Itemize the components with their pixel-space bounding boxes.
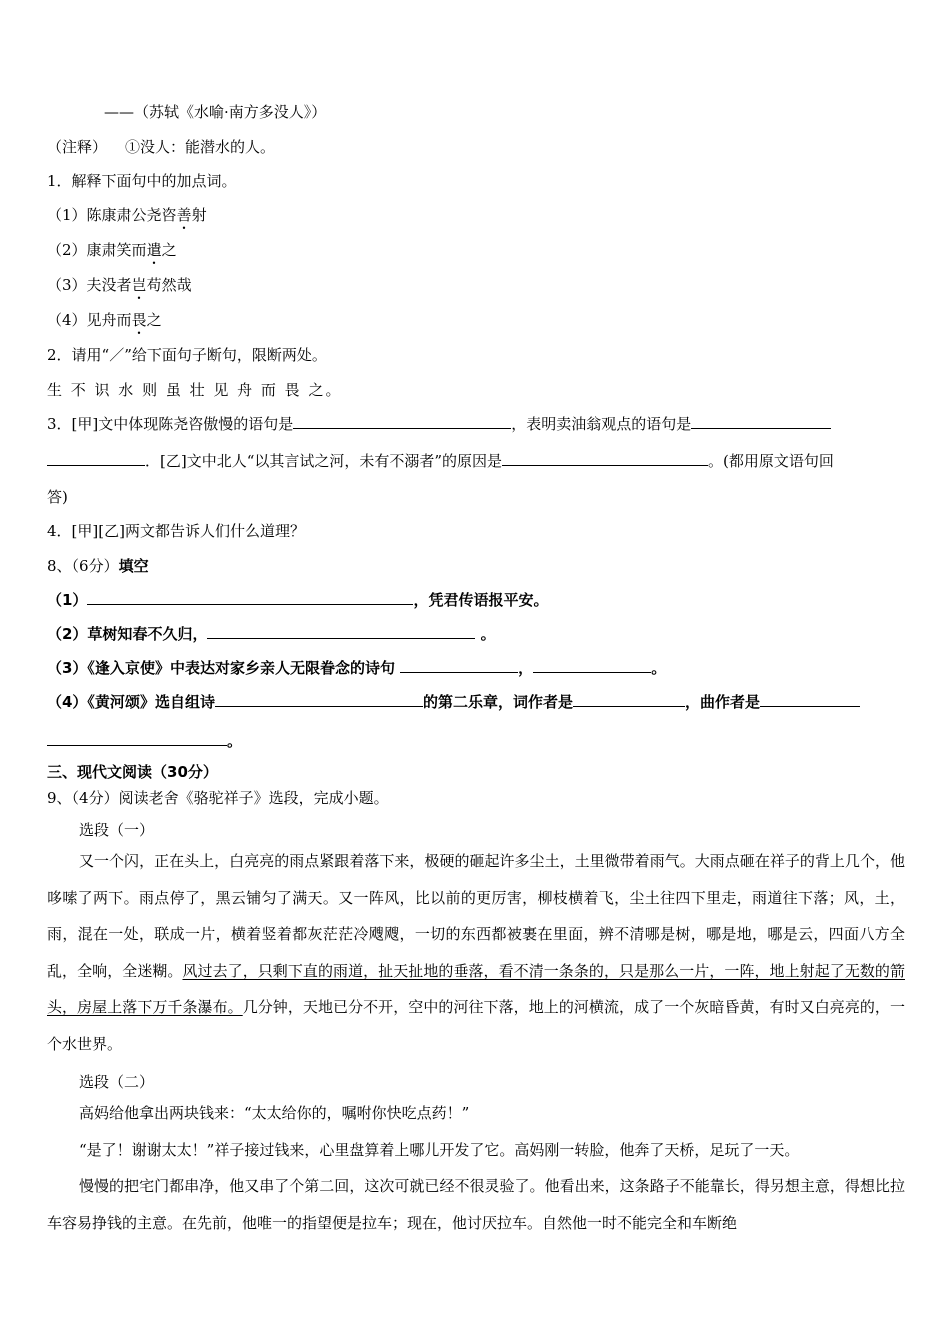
answer-blank[interactable]: [293, 414, 511, 429]
question-1-item-1: （1）陈康肃公尧咨善射: [47, 206, 207, 224]
question-1-item-4: （4）见舟而畏之: [47, 311, 162, 329]
segment-2-paragraph-1: 高妈给他拿出两块钱来：“太太给你的，嘱咐你快吃点药！”: [79, 1104, 470, 1122]
question-8-item-4: （4）《黄河颂》选自组诗 的第二乐章，词作者是 ，曲作者是: [47, 692, 860, 712]
citation: ——（苏轼《水喻·南方多没人》）: [104, 103, 327, 121]
answer-blank[interactable]: [502, 451, 708, 466]
answer-blank[interactable]: [691, 414, 831, 429]
question-2-prompt: 2．请用“／”给下面句子断句，限断两处。: [47, 346, 327, 364]
note-text: ①没人：能潜水的人。: [125, 138, 276, 156]
question-8-header: 8、（6分）填空: [47, 557, 149, 575]
question-4-prompt: 4．[甲][乙]两文都告诉人们什么道理？: [47, 522, 305, 540]
annotation-note: [47, 137, 275, 157]
answer-blank[interactable]: [573, 692, 685, 707]
question-9-prompt: 9、（4分）阅读老舍《骆驼祥子》选段，完成小题。: [47, 789, 389, 807]
question-1-item-3: （3）夫没者岂苟然哉: [47, 276, 192, 294]
answer-blank[interactable]: [533, 658, 651, 673]
question-1-item-2: （2）康肃笑而遣之: [47, 241, 177, 259]
segment-2-paragraph-3: 慢慢的把宅门都串净，他又串了个第二回，这次可就已经不很灵验了。他看出来，这条路子不能靠长，得另想主意，得想比拉车容易挣钱的主意。在先前，他唯一的指望便是拉车；现在，他讨厌拉车。自然他一时不能完全和车断绝: [47, 1177, 905, 1232]
question-1-prompt: 1．解释下面句中的加点词。: [47, 172, 237, 190]
answer-blank[interactable]: [215, 692, 423, 707]
segment-2-title: 选段（二）: [79, 1073, 155, 1091]
segment-1-title: 选段（一）: [79, 821, 155, 839]
question-3-line-2: ．[乙]文中北人“以其言试之河，未有不溺者”的原因是 。(都用原文语句回: [47, 451, 834, 471]
question-3-line-3: 答): [47, 488, 68, 506]
answer-blank[interactable]: [207, 624, 475, 639]
question-8-item-3: （3）《逢入京使》中表达对家乡亲人无限眷念的诗句 ， 。: [47, 659, 667, 677]
question-8-item-1: （1） ，凭君传语报平安。: [47, 591, 549, 609]
question-8-item-2: （2）草树知春不久归， 。: [47, 625, 496, 643]
segment-2-paragraph-2: “是了！谢谢太太！”祥子接过钱来，心里盘算着上哪儿开发了它。高妈刚一转脸，他奔了天桥，足玩了一天。: [79, 1140, 800, 1159]
answer-blank[interactable]: [760, 692, 860, 707]
note-label: （注释）: [47, 138, 108, 156]
segment-1-paragraph: 又一个闪，正在头上，白亮亮的雨点紧跟着落下来，极硬的砸起许多尘土，土里微带着雨气。大雨点砸在祥子的背上几个，他哆嗦了两下。雨点停了，黑云铺匀了满天。又一阵风，比以前的更厉害，柳枝横着飞，尘土往四下里走，雨道往下落；风，土，雨，混在一处，联成一片，横着竖着都灰茫茫冷飕飕，一切的东西都被裹在里面，辨不清哪是树，哪是地，哪是云，四面八方全乱，全响，全迷糊。风过去了，只剩下直的雨道，扯天扯地的垂落，看不清一条条的，只是那么一片，一阵，地上射起了无数的箭头，房屋上落下万千条瀑布。几分钟，天地已分不开，空中的河往下落，地上的河横流，成了一个灰暗昏黄，有时又白亮亮的，一个水世界。: [47, 852, 905, 1053]
section-3-title: 三、现代文阅读（30分）: [47, 763, 218, 781]
question-2-sentence: 生 不 识 水 则 虽 壮 见 舟 而 畏 之。: [47, 381, 343, 399]
answer-blank[interactable]: [47, 731, 227, 746]
answer-blank[interactable]: [47, 451, 145, 466]
underlined-passage: 风过去了，只剩下直的雨道，扯天扯地的垂落，看不清一条条的，只是那么一片，一阵，地上射起了无数的箭头，房屋上落下万千条瀑布。: [47, 961, 905, 1016]
answer-blank[interactable]: [87, 590, 413, 605]
question-3-line-1: 3．[甲]文中体现陈尧咨傲慢的语句是 ，表明卖油翁观点的语句是: [47, 414, 831, 434]
answer-blank[interactable]: [400, 658, 518, 673]
segment-2-paragraphs: [47, 1095, 905, 1241]
question-8-item-4-cont: 。: [47, 731, 242, 751]
